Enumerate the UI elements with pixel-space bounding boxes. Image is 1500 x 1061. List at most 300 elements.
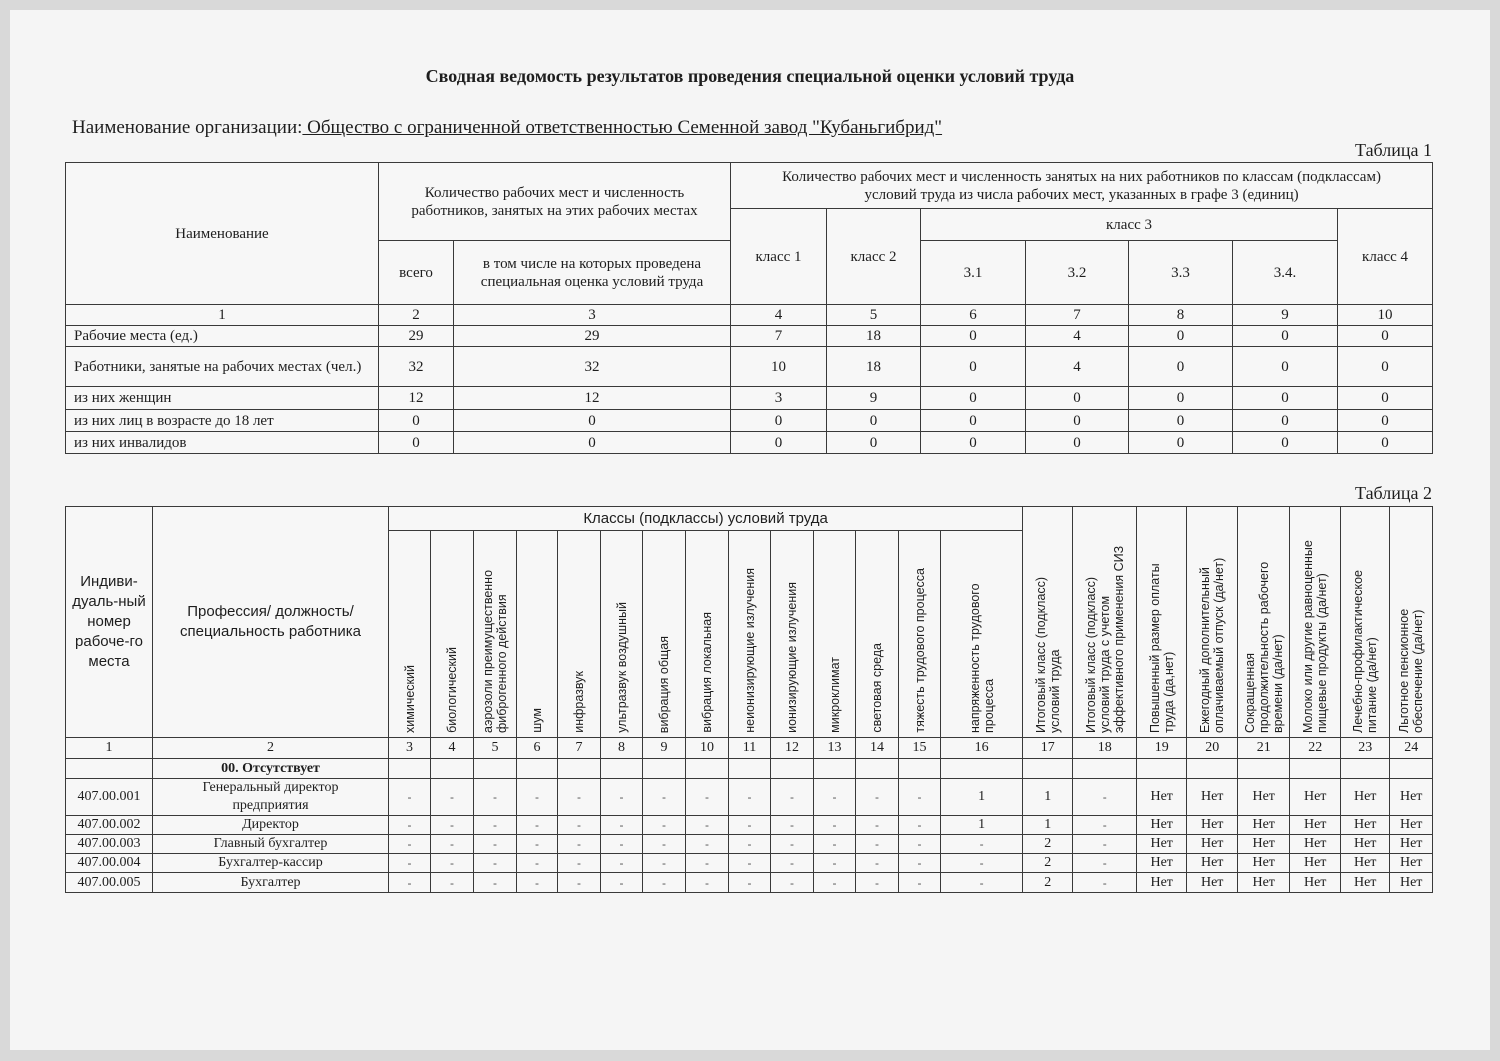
header-workplace-id: Индиви-дуаль-ный номер рабоче-го места — [66, 507, 153, 738]
factor-class: - — [558, 816, 601, 835]
header-factor — [558, 531, 601, 738]
group-empty-cell — [389, 759, 431, 779]
row-value: 12 — [454, 387, 731, 410]
compensation-value: Нет — [1238, 873, 1290, 893]
factor-class: - — [856, 779, 899, 816]
factor-class: - — [431, 816, 474, 835]
col-num: 9 — [643, 738, 686, 759]
header-classes-group: Количество рабочих мест и численность занятых на них работников по классам (подклассам) условий труда из числа рабочих мест, указанных в графе 3 (единиц) — [731, 163, 1433, 209]
factor-class: - — [686, 779, 729, 816]
header-final-class-siz-text: Итоговый класс (подкласс) условий труда с учетом эффективного применения СИЗ — [1083, 545, 1126, 733]
header-factor — [389, 531, 431, 738]
row-value: 0 — [1129, 326, 1233, 347]
row-name: из них инвалидов — [66, 432, 379, 454]
factor-class: - — [517, 779, 558, 816]
factor-class: - — [856, 873, 899, 893]
row-value: 0 — [731, 432, 827, 454]
column-number-row — [66, 738, 1433, 759]
factor-class: - — [517, 873, 558, 893]
compensation-value: Нет — [1290, 873, 1341, 893]
col-num: 8 — [601, 738, 643, 759]
final-class-siz: - — [1073, 873, 1137, 893]
group-empty-cell — [856, 759, 899, 779]
factor-class: - — [474, 835, 517, 854]
row-value: 0 — [454, 410, 731, 432]
summary-row — [66, 387, 1433, 410]
factor-class: - — [899, 854, 941, 873]
col-num: 23 — [1341, 738, 1390, 759]
factor-class: - — [899, 779, 941, 816]
factor-class: - — [601, 835, 643, 854]
row-value: 0 — [1338, 410, 1433, 432]
factor-class: - — [474, 854, 517, 873]
col-num: 1 — [66, 305, 379, 326]
row-value: 0 — [454, 432, 731, 454]
header-comp-text: Ежегодный дополнительный оплачиваемый отпуск (да/нет) — [1198, 557, 1227, 733]
row-value: 0 — [827, 410, 921, 432]
row-name: из них лиц в возрасте до 18 лет — [66, 410, 379, 432]
compensation-value: Нет — [1290, 854, 1341, 873]
profession: Бухгалтер-кассир — [153, 854, 389, 873]
factor-class: - — [941, 854, 1023, 873]
factor-class: - — [729, 835, 771, 854]
final-class: 1 — [1023, 816, 1073, 835]
factor-class: - — [814, 835, 856, 854]
factor-class: - — [643, 873, 686, 893]
group-empty-cell — [1073, 759, 1137, 779]
header-name: Наименование — [66, 163, 379, 305]
header-comp-hours — [1238, 507, 1290, 738]
col-num: 5 — [474, 738, 517, 759]
header-comp-milk — [1290, 507, 1341, 738]
compensation-value: Нет — [1137, 779, 1187, 816]
workplace-id: 407.00.002 — [66, 816, 153, 835]
row-value: 0 — [1026, 387, 1129, 410]
row-value: 32 — [454, 347, 731, 387]
header-factor-text: напряженность трудового процесса — [967, 583, 996, 733]
col-num: 1 — [66, 738, 153, 759]
row-value: 29 — [379, 326, 454, 347]
group-empty-cell — [1023, 759, 1073, 779]
factor-class: - — [389, 779, 431, 816]
compensation-value: Нет — [1390, 816, 1433, 835]
col-num: 12 — [771, 738, 814, 759]
group-id-empty — [66, 759, 153, 779]
factor-class: - — [431, 873, 474, 893]
group-empty-cell — [1390, 759, 1433, 779]
header-total: всего — [379, 241, 454, 305]
header-class-3-3: 3.3 — [1129, 241, 1233, 305]
row-value: 0 — [1129, 432, 1233, 454]
header-factor-text: шум — [530, 708, 544, 733]
factor-class: - — [431, 779, 474, 816]
group-empty-cell — [1238, 759, 1290, 779]
factor-class: - — [431, 854, 474, 873]
factor-class: - — [601, 854, 643, 873]
row-value: 0 — [1338, 347, 1433, 387]
header-factor-text: вибрация общая — [657, 635, 671, 733]
compensation-value: Нет — [1238, 779, 1290, 816]
col-num: 24 — [1390, 738, 1433, 759]
header-classes-group: Классы (подклассы) условий труда — [389, 507, 1023, 531]
factor-class: - — [856, 835, 899, 854]
row-value: 0 — [379, 410, 454, 432]
factor-class: - — [643, 779, 686, 816]
col-num: 8 — [1129, 305, 1233, 326]
row-value: 0 — [921, 387, 1026, 410]
header-class-3-2: 3.2 — [1026, 241, 1129, 305]
row-value: 0 — [1129, 410, 1233, 432]
header-factor — [729, 531, 771, 738]
compensation-value: Нет — [1341, 835, 1390, 854]
col-num: 4 — [731, 305, 827, 326]
workplace-row — [66, 873, 1433, 893]
table1-label: Таблица 1 — [1355, 140, 1432, 160]
final-class-siz: - — [1073, 854, 1137, 873]
factor-class: - — [771, 816, 814, 835]
row-value: 0 — [379, 432, 454, 454]
compensation-value: Нет — [1187, 816, 1238, 835]
compensation-value: Нет — [1137, 873, 1187, 893]
final-class-siz: - — [1073, 779, 1137, 816]
final-class: 2 — [1023, 835, 1073, 854]
row-value: 0 — [1233, 432, 1338, 454]
row-value: 9 — [827, 387, 921, 410]
header-final-class-text: Итоговый класс (подкласс) условий труда — [1033, 576, 1062, 733]
header-factor — [899, 531, 941, 738]
compensation-value: Нет — [1341, 816, 1390, 835]
col-num: 3 — [454, 305, 731, 326]
row-value: 0 — [1233, 387, 1338, 410]
factor-class: - — [474, 873, 517, 893]
group-empty-cell — [558, 759, 601, 779]
final-class: 2 — [1023, 873, 1073, 893]
header-factor — [686, 531, 729, 738]
factor-class: - — [558, 854, 601, 873]
group-empty-cell — [431, 759, 474, 779]
factor-class: - — [729, 854, 771, 873]
table2-label: Таблица 2 — [1355, 483, 1432, 503]
workplace-table — [65, 506, 1433, 893]
factor-class: - — [558, 873, 601, 893]
row-value: 0 — [1338, 326, 1433, 347]
factor-class: - — [389, 854, 431, 873]
row-value: 0 — [921, 347, 1026, 387]
summary-table — [65, 162, 1433, 454]
profession: Директор — [153, 816, 389, 835]
factor-class: - — [558, 779, 601, 816]
factor-class: - — [389, 835, 431, 854]
factor-class: - — [729, 873, 771, 893]
workplace-row — [66, 779, 1433, 816]
row-value: 0 — [1129, 387, 1233, 410]
header-class3: класс 3 — [921, 209, 1338, 241]
compensation-value: Нет — [1341, 873, 1390, 893]
factor-class: - — [601, 816, 643, 835]
col-num: 10 — [1338, 305, 1433, 326]
row-value: 18 — [827, 326, 921, 347]
header-final-class-siz — [1073, 507, 1137, 738]
row-value: 0 — [1233, 326, 1338, 347]
group-empty-cell — [643, 759, 686, 779]
header-comp-text: Льготное пенсионное обеспечение (да/нет) — [1397, 608, 1426, 733]
col-num: 20 — [1187, 738, 1238, 759]
workplace-id: 407.00.004 — [66, 854, 153, 873]
group-empty-cell — [601, 759, 643, 779]
compensation-value: Нет — [1290, 816, 1341, 835]
factor-class: - — [643, 854, 686, 873]
compensation-value: Нет — [1341, 779, 1390, 816]
header-factor-text: ионизирующие излучения — [785, 582, 799, 733]
factor-class: - — [558, 835, 601, 854]
workplace-row — [66, 854, 1433, 873]
row-name: Рабочие места (ед.) — [66, 326, 379, 347]
header-class-3-4: 3.4. — [1233, 241, 1338, 305]
organization-line — [72, 117, 942, 139]
compensation-value: Нет — [1341, 854, 1390, 873]
factor-class: 1 — [941, 779, 1023, 816]
header-factor-text: микроклимат — [827, 657, 842, 733]
col-num: 22 — [1290, 738, 1341, 759]
workplace-id: 407.00.001 — [66, 779, 153, 816]
header-factor-text: аэрозоли преимущественно фиброгенного действия — [481, 569, 509, 733]
compensation-value: Нет — [1187, 854, 1238, 873]
header-factor — [643, 531, 686, 738]
header-factor — [474, 531, 517, 738]
document-title: Сводная ведомость результатов проведения специальной оценки условий труда — [425, 66, 1075, 86]
group-empty-cell — [1137, 759, 1187, 779]
organization-label: Наименование организации: — [72, 117, 303, 138]
compensation-value: Нет — [1137, 835, 1187, 854]
col-num: 14 — [856, 738, 899, 759]
header-comp-text: Повышенный размер оплаты труда (да,нет) — [1147, 563, 1176, 733]
col-num: 7 — [1026, 305, 1129, 326]
factor-class: - — [899, 816, 941, 835]
row-value: 32 — [379, 347, 454, 387]
header-factor-text: световая среда — [870, 643, 884, 733]
header-comp-text: Сокращенная продолжительность рабочего времени (да/нет) — [1242, 561, 1285, 733]
group-empty-cell — [686, 759, 729, 779]
factor-class: - — [686, 816, 729, 835]
row-value: 0 — [1233, 347, 1338, 387]
header-factor-text: инфразвук — [572, 671, 586, 733]
row-value: 12 — [379, 387, 454, 410]
factor-class: - — [814, 854, 856, 873]
header-factor — [771, 531, 814, 738]
factor-class: - — [814, 873, 856, 893]
header-factor — [601, 531, 643, 738]
factor-class: - — [771, 835, 814, 854]
row-value: 4 — [1026, 326, 1129, 347]
final-class: 2 — [1023, 854, 1073, 873]
factor-class: - — [771, 854, 814, 873]
col-num: 16 — [941, 738, 1023, 759]
compensation-value: Нет — [1290, 835, 1341, 854]
factor-class: - — [941, 873, 1023, 893]
profession: Генеральный директор предприятия — [153, 779, 389, 816]
factor-class: - — [771, 873, 814, 893]
group-row — [66, 759, 1433, 779]
workplace-id: 407.00.005 — [66, 873, 153, 893]
factor-class: - — [729, 816, 771, 835]
summary-row — [66, 347, 1433, 387]
factor-class: - — [643, 816, 686, 835]
col-num: 17 — [1023, 738, 1073, 759]
factor-class: - — [517, 816, 558, 835]
col-num: 13 — [814, 738, 856, 759]
header-factor — [814, 531, 856, 738]
factor-class: - — [814, 816, 856, 835]
col-num: 6 — [517, 738, 558, 759]
header-factor-text: ультразвук воздушный — [614, 602, 629, 733]
header-class2: класс 2 — [827, 209, 921, 305]
summary-row — [66, 410, 1433, 432]
summary-row — [66, 326, 1433, 347]
col-num: 6 — [921, 305, 1026, 326]
header-factor-text: вибрация локальная — [700, 612, 714, 733]
row-name: Работники, занятые на рабочих местах (чел.) — [66, 347, 379, 387]
row-value: 0 — [1338, 432, 1433, 454]
col-num: 10 — [686, 738, 729, 759]
factor-class: - — [601, 779, 643, 816]
group-empty-cell — [517, 759, 558, 779]
header-factor — [856, 531, 899, 738]
group-empty-cell — [1290, 759, 1341, 779]
factor-class: - — [899, 873, 941, 893]
col-num: 5 — [827, 305, 921, 326]
compensation-value: Нет — [1187, 835, 1238, 854]
workplace-row — [66, 816, 1433, 835]
row-value: 3 — [731, 387, 827, 410]
organization-name: Общество с ограниченной ответственностью Семенной завод "Кубаньгибрид" — [302, 117, 943, 138]
header-comp-pension — [1390, 507, 1433, 738]
compensation-value: Нет — [1238, 854, 1290, 873]
group-empty-cell — [771, 759, 814, 779]
row-value: 0 — [921, 410, 1026, 432]
row-value: 7 — [731, 326, 827, 347]
factor-class: - — [856, 816, 899, 835]
row-value: 4 — [1026, 347, 1129, 387]
factor-class: - — [643, 835, 686, 854]
header-factor — [431, 531, 474, 738]
compensation-value: Нет — [1390, 835, 1433, 854]
summary-row — [66, 432, 1433, 454]
factor-class: - — [814, 779, 856, 816]
final-class-siz: - — [1073, 835, 1137, 854]
header-comp-leave — [1187, 507, 1238, 738]
col-num: 15 — [899, 738, 941, 759]
header-comp-text: Лечебно-профилактическое питание (да/нет) — [1351, 570, 1380, 733]
factor-class: - — [941, 835, 1023, 854]
row-name: из них женщин — [66, 387, 379, 410]
header-factor — [517, 531, 558, 738]
group-empty-cell — [474, 759, 517, 779]
group-empty-cell — [941, 759, 1023, 779]
factor-class: - — [686, 835, 729, 854]
header-factor-text: тяжесть трудового процесса — [912, 568, 927, 733]
header-comp-food — [1341, 507, 1390, 738]
col-num: 3 — [389, 738, 431, 759]
row-value: 18 — [827, 347, 921, 387]
header-class-3-1: 3.1 — [921, 241, 1026, 305]
header-class4: класс 4 — [1338, 209, 1433, 305]
factor-class: - — [474, 779, 517, 816]
factor-class: - — [856, 854, 899, 873]
group-title: 00. Отсутствует — [153, 759, 389, 779]
group-empty-cell — [1341, 759, 1390, 779]
group-empty-cell — [729, 759, 771, 779]
factor-class: - — [389, 873, 431, 893]
header-factor-text: химический — [402, 665, 417, 733]
col-num: 2 — [379, 305, 454, 326]
row-value: 0 — [921, 326, 1026, 347]
row-value: 0 — [1129, 347, 1233, 387]
row-value: 0 — [1026, 432, 1129, 454]
group-empty-cell — [1187, 759, 1238, 779]
factor-class: - — [686, 873, 729, 893]
factor-class: - — [686, 854, 729, 873]
col-num: 2 — [153, 738, 389, 759]
profession: Главный бухгалтер — [153, 835, 389, 854]
factor-class: - — [517, 854, 558, 873]
header-workplaces-group: Количество рабочих мест и численность работников, занятых на этих рабочих местах — [379, 163, 731, 241]
header-factor — [941, 531, 1023, 738]
compensation-value: Нет — [1137, 816, 1187, 835]
header-profession: Профессия/ должность/ специальность работника — [153, 507, 389, 738]
header-final-class — [1023, 507, 1073, 738]
row-value: 0 — [827, 432, 921, 454]
compensation-value: Нет — [1390, 779, 1433, 816]
factor-class: - — [899, 835, 941, 854]
factor-class: - — [431, 835, 474, 854]
row-value: 0 — [921, 432, 1026, 454]
header-comp-pay — [1137, 507, 1187, 738]
workplace-id: 407.00.003 — [66, 835, 153, 854]
factor-class: - — [517, 835, 558, 854]
compensation-value: Нет — [1238, 835, 1290, 854]
group-empty-cell — [899, 759, 941, 779]
col-num: 7 — [558, 738, 601, 759]
col-num: 11 — [729, 738, 771, 759]
col-num: 4 — [431, 738, 474, 759]
row-value: 0 — [1233, 410, 1338, 432]
compensation-value: Нет — [1390, 854, 1433, 873]
row-value: 29 — [454, 326, 731, 347]
workplace-row — [66, 835, 1433, 854]
row-value: 10 — [731, 347, 827, 387]
col-num: 9 — [1233, 305, 1338, 326]
col-num: 19 — [1137, 738, 1187, 759]
factor-class: 1 — [941, 816, 1023, 835]
factor-class: - — [601, 873, 643, 893]
compensation-value: Нет — [1390, 873, 1433, 893]
header-comp-text: Молоко или другие равноценные пищевые продукты (да/нет) — [1301, 540, 1330, 733]
col-num: 21 — [1238, 738, 1290, 759]
header-factor-text: неионизирующие излучения — [742, 568, 757, 733]
final-class: 1 — [1023, 779, 1073, 816]
factor-class: - — [474, 816, 517, 835]
compensation-value: Нет — [1187, 779, 1238, 816]
group-empty-cell — [814, 759, 856, 779]
header-assessed: в том числе на которых проведена специальная оценка условий труда — [454, 241, 731, 305]
col-num: 18 — [1073, 738, 1137, 759]
row-value: 0 — [1338, 387, 1433, 410]
factor-class: - — [389, 816, 431, 835]
compensation-value: Нет — [1238, 816, 1290, 835]
factor-class: - — [771, 779, 814, 816]
row-value: 0 — [1026, 410, 1129, 432]
header-class1: класс 1 — [731, 209, 827, 305]
